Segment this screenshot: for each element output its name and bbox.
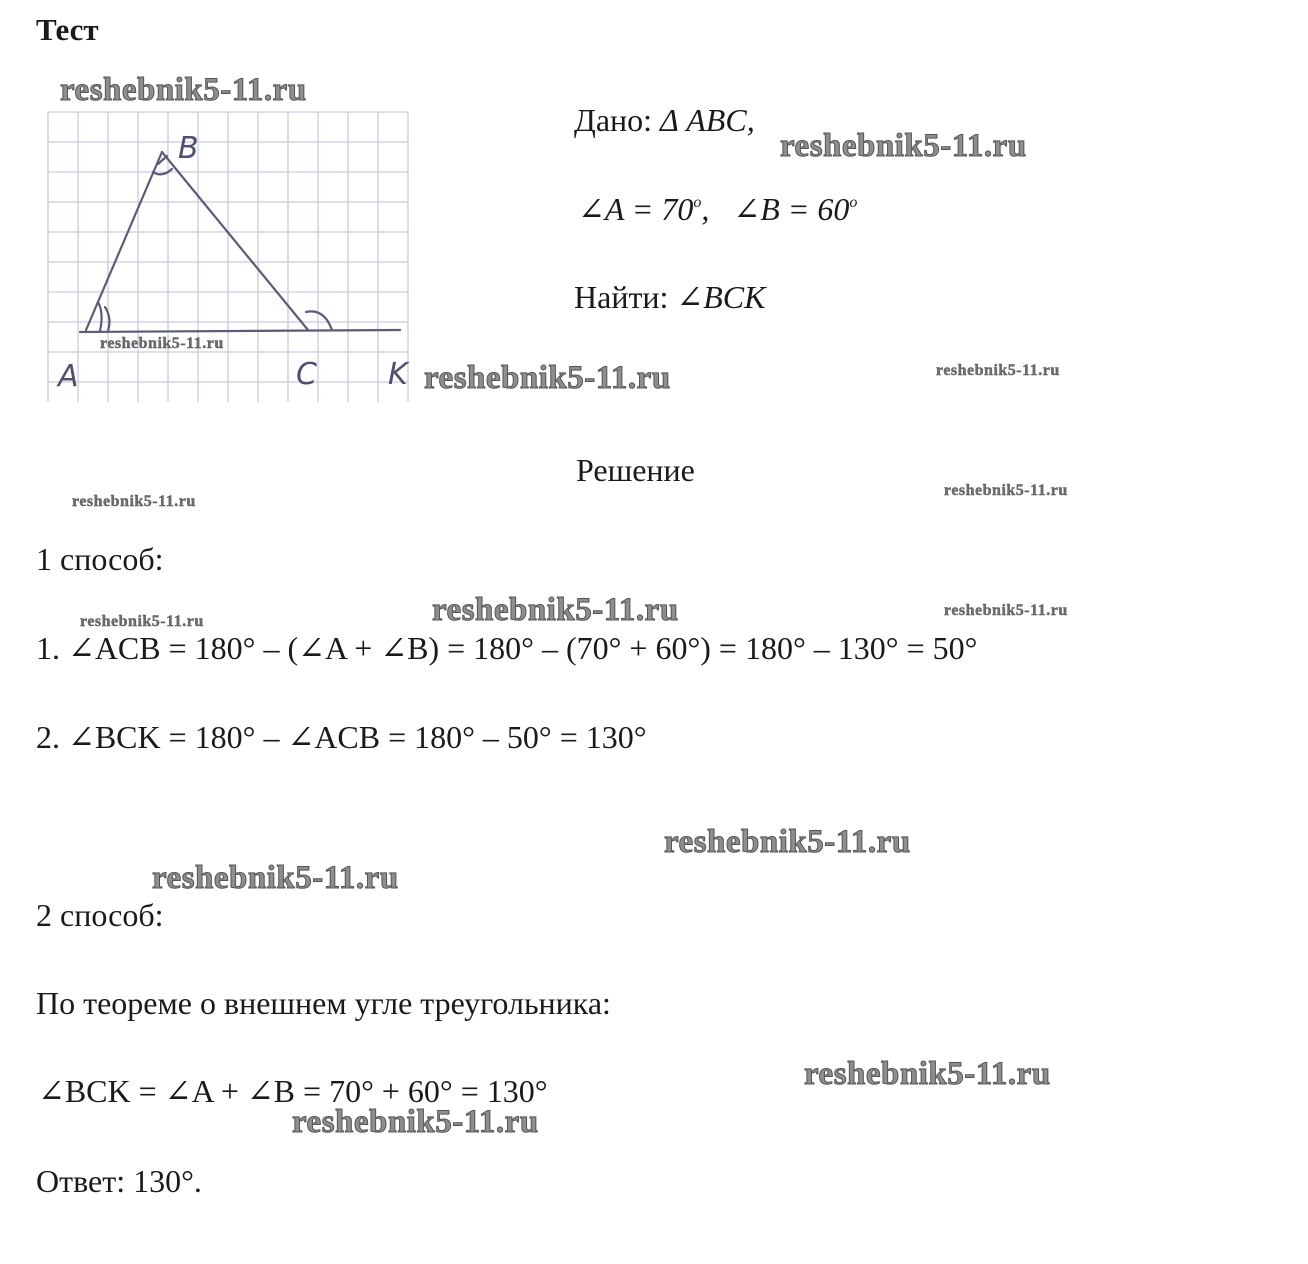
line-ak	[80, 330, 400, 332]
given-angle-b: ∠B = 60	[733, 191, 850, 227]
solution-heading: Решение	[576, 452, 695, 488]
watermark: reshebnik5-11.ru	[72, 493, 196, 510]
vertex-c-label: C	[296, 357, 317, 392]
watermark: reshebnik5-11.ru	[432, 592, 679, 628]
watermark: reshebnik5-11.ru	[780, 128, 1027, 164]
method2-heading: 2 способ:	[36, 897, 164, 933]
method1-heading: 1 способ:	[36, 541, 164, 577]
given-angle-a: ∠A = 70	[578, 191, 694, 227]
triangle-figure-svg	[38, 108, 438, 404]
page-title: Тест	[36, 12, 99, 47]
watermark: reshebnik5-11.ru	[944, 602, 1068, 619]
step1-number: 1.	[36, 630, 60, 666]
step2-expression: ∠BCK = 180° – ∠ACB = 180° – 50° = 130°	[68, 719, 647, 755]
given-triangle: Δ ABC,	[660, 102, 755, 138]
method1-step1	[36, 632, 977, 664]
vertex-k-label: K	[388, 357, 408, 392]
watermark: reshebnik5-11.ru	[944, 482, 1068, 499]
watermark: reshebnik5-11.ru	[936, 362, 1060, 379]
given-label: Дано:	[574, 102, 653, 138]
find-label: Найти:	[574, 279, 669, 315]
method2-expression: ∠BCK = ∠A + ∠B = 70° + 60° = 130°	[38, 1073, 548, 1109]
vertex-a-label: A	[58, 359, 79, 394]
given-line	[574, 104, 755, 136]
method1-step2	[36, 721, 647, 753]
watermark: reshebnik5-11.ru	[60, 72, 307, 108]
find-line	[574, 281, 765, 313]
watermark: reshebnik5-11.ru	[80, 613, 204, 630]
step2-number: 2.	[36, 719, 60, 755]
watermark: reshebnik5-11.ru	[292, 1104, 539, 1140]
answer-line	[36, 1165, 202, 1197]
step1-expression: ∠ACB = 180° – (∠A + ∠B) = 180° – (70° + 60°) = 180° – 130° = 50°	[68, 630, 978, 666]
find-target: ∠BCK	[676, 279, 766, 315]
watermark: reshebnik5-11.ru	[100, 335, 224, 352]
side-ab	[86, 152, 162, 330]
watermark: reshebnik5-11.ru	[152, 860, 399, 896]
degree-mark: о	[849, 194, 858, 211]
degree-mark: о	[693, 194, 702, 211]
side-bc	[162, 152, 308, 330]
answer-value: 130°.	[133, 1163, 202, 1199]
method2-theorem: По теореме о внешнем угле треугольника:	[36, 985, 611, 1021]
given-angles: ∠A = $70^о$, ∠B = $60^о$	[578, 191, 858, 227]
angle-a-arc-outer	[98, 302, 102, 331]
watermark: reshebnik5-11.ru	[804, 1056, 1051, 1092]
watermark: reshebnik5-11.ru	[664, 824, 911, 860]
watermark: reshebnik5-11.ru	[424, 360, 671, 396]
vertex-b-label: B	[178, 131, 199, 166]
triangle-drawing	[38, 108, 438, 404]
angle-bck-arc	[306, 311, 332, 330]
answer-label: Ответ:	[36, 1163, 126, 1199]
angle-a-arc-inner	[105, 307, 109, 331]
